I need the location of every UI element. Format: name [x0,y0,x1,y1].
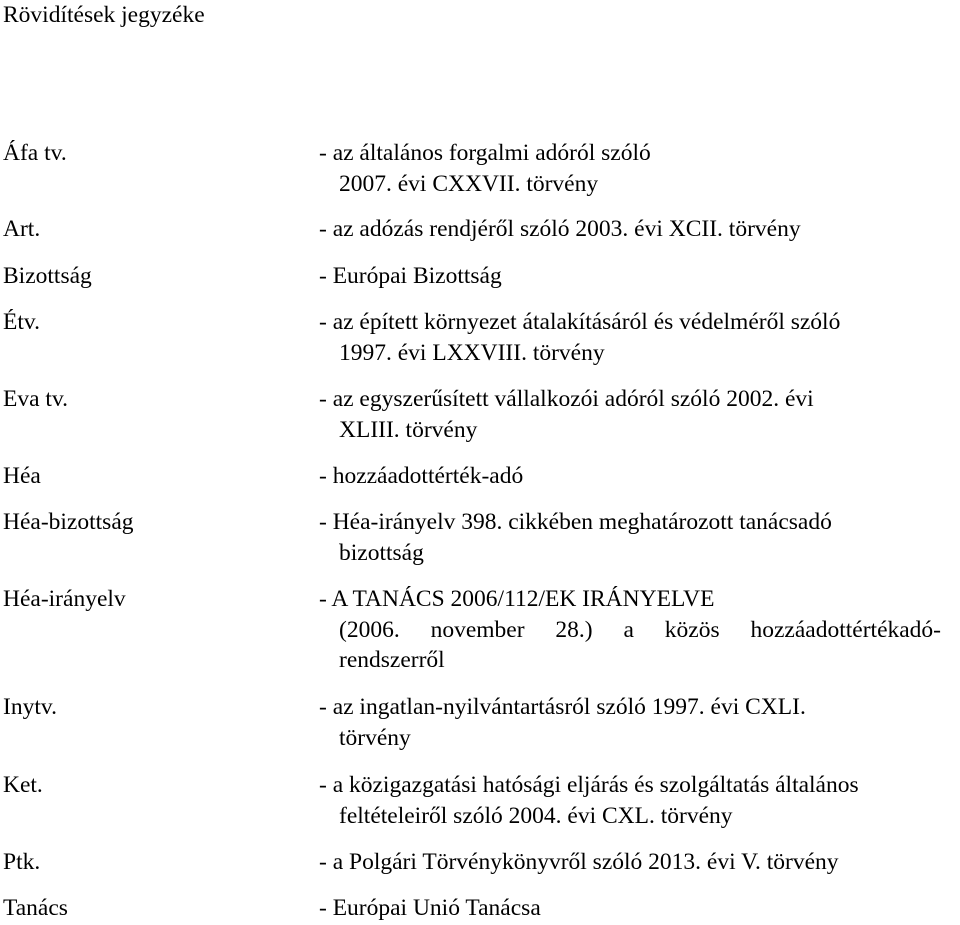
abbreviation-definition [319,384,941,445]
definition-line: rendszerről [339,647,445,674]
page-title: Rövidítések jegyzéke [3,2,205,28]
definition-line: 1997. évi LXXVIII. törvény [339,339,605,366]
definition-line: - az ingatlan-nyilvántartásról szóló 1997. évi CXLI. [319,694,806,720]
definition-line: (2006. november 28.) a közös hozzáadottértékadó- [339,616,941,643]
definition-line: feltételeiről szóló 2004. évi CXL. törvény [339,802,733,829]
abbreviation-definition [319,584,941,676]
abbreviation-term: Étv. [3,309,40,335]
definition-line: - az egyszerűsített vállalkozói adóról szóló 2002. évi [319,386,814,412]
abbreviation-definition [319,138,941,199]
definition-line: - A TANÁCS 2006/112/EK IRÁNYELVE [319,586,715,612]
abbreviation-definition [319,261,941,292]
abbreviation-term: Ket. [3,772,43,798]
definition-line: törvény [339,724,411,751]
abbreviation-definition [319,307,941,368]
abbreviation-definition [319,507,941,568]
abbreviation-definition [319,214,941,245]
definition-line: 2007. évi CXXVII. törvény [339,170,599,197]
abbreviation-term: Eva tv. [3,386,69,412]
definition-line: - a Polgári Törvénykönyvről szóló 2013. évi V. törvény [319,849,839,875]
abbreviation-term: Bizottság [3,263,92,289]
definition-line: - az adózás rendjéről szóló 2003. évi XCII. törvény [319,216,801,242]
abbreviation-term: Art. [3,216,41,242]
definition-line: bizottság [339,539,424,566]
definition-line: - a közigazgatási hatósági eljárás és szolgáltatás általános [319,772,859,798]
abbreviation-term: Héa-irányelv [3,586,126,612]
abbreviation-term: Tanács [3,895,68,921]
definition-line: - az általános forgalmi adóról szóló [319,140,651,166]
abbreviation-definition [319,847,941,878]
abbreviation-definition [319,461,941,492]
abbreviation-definition [319,692,941,753]
abbreviation-definition [319,893,941,924]
abbreviation-term: Inytv. [3,694,57,720]
definition-line: - Héa-irányelv 398. cikkében meghatározott tanácsadó [319,509,832,535]
abbreviation-term: Áfa tv. [3,140,67,166]
abbreviation-term: Héa [3,463,41,489]
definition-line: XLIII. törvény [339,416,478,443]
definition-line: - Európai Bizottság [319,263,502,289]
abbreviation-definition [319,770,941,831]
abbreviation-term: Ptk. [3,849,41,875]
definition-line: - Európai Unió Tanácsa [319,895,541,921]
definition-line: - hozzáadottérték-adó [319,463,524,489]
abbreviation-term: Héa-bizottság [3,509,134,535]
definition-line: - az épített környezet átalakításáról és védelméről szóló [319,309,841,335]
